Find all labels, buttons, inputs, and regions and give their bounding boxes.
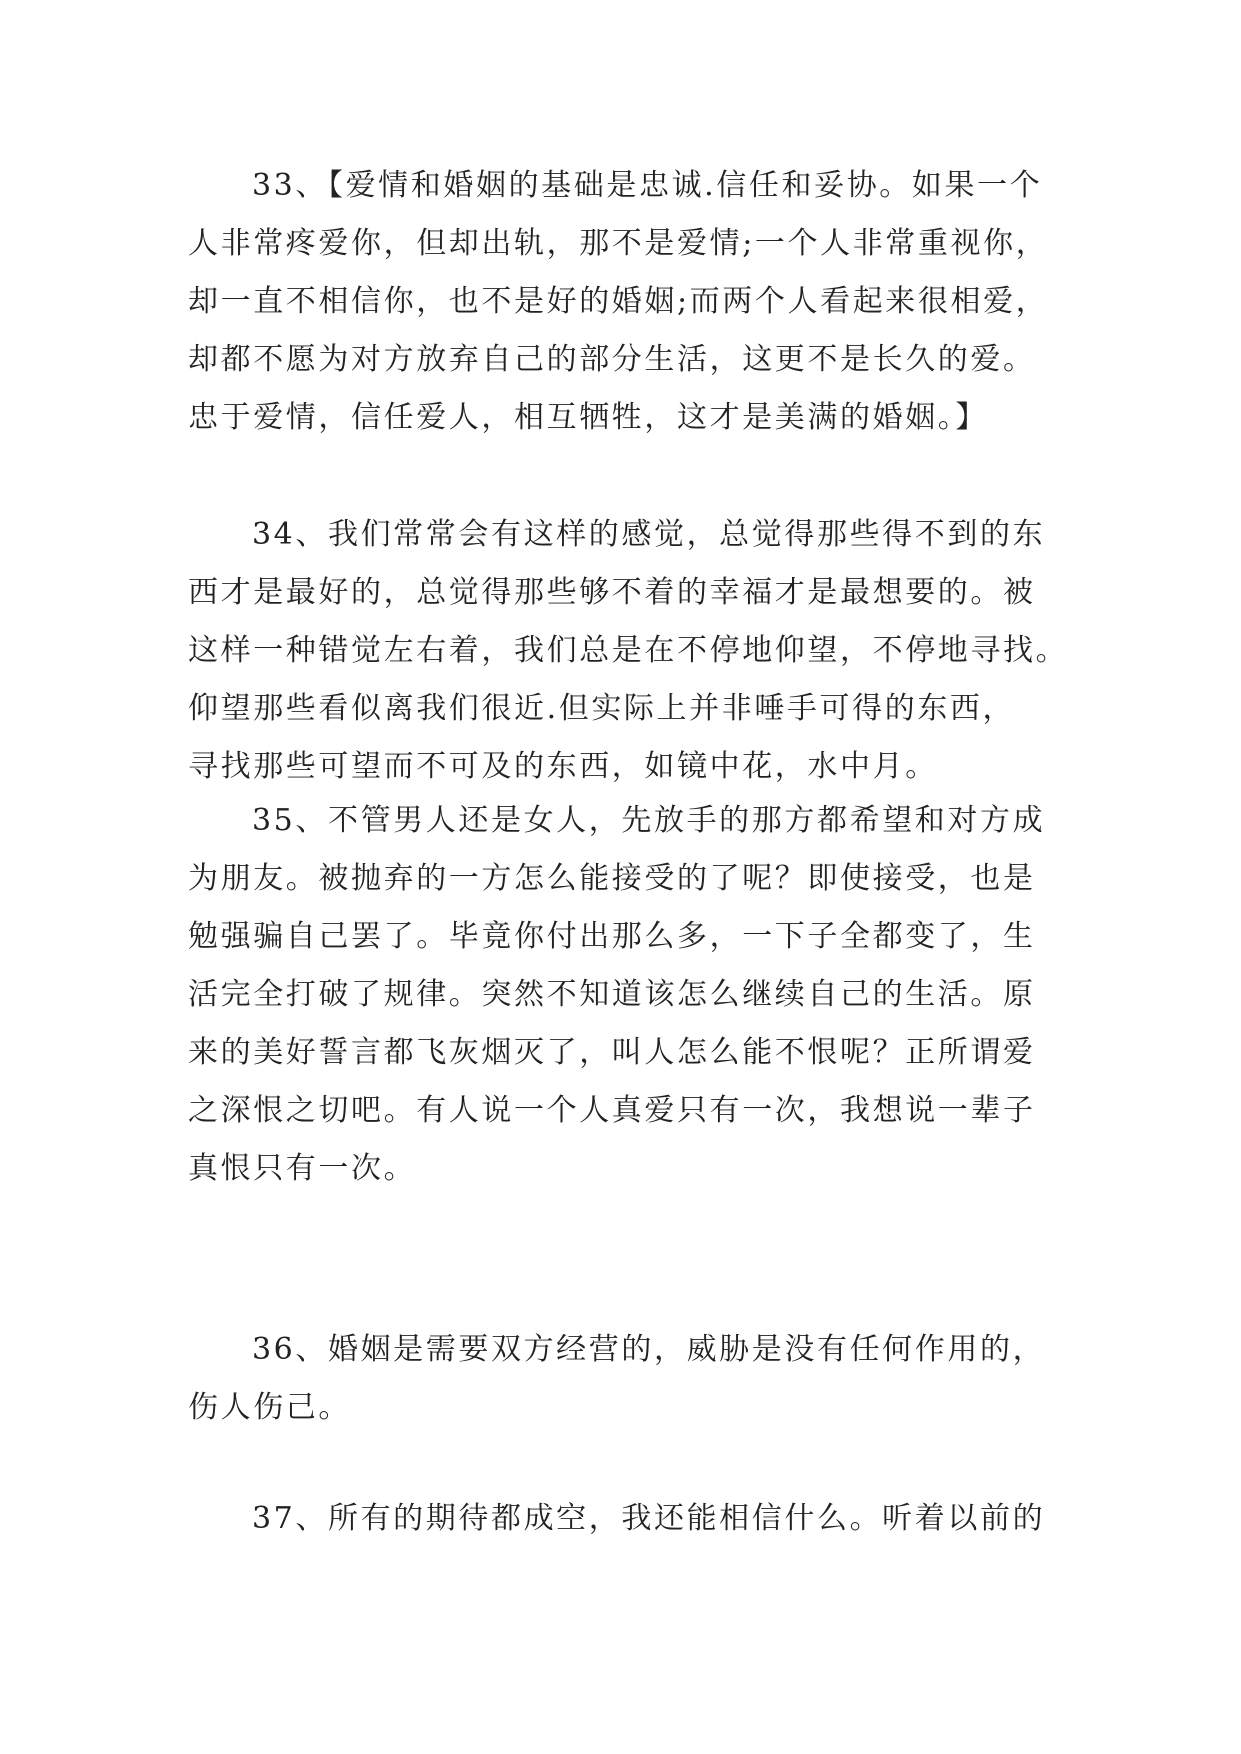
paragraph-line: 来的美好誓言都飞灰烟灭了，叫人怎么能不恨呢？正所谓爱 <box>188 1035 1036 1070</box>
paragraph-line: 却都不愿为对方放弃自己的部分生活，这更不是长久的爱。 <box>188 342 1036 377</box>
paragraph-35 <box>188 792 1068 1198</box>
paragraph-line: 伤人伤己。 <box>188 1390 351 1425</box>
paragraph-line: 之深恨之切吧。有人说一个人真爱只有一次，我想说一辈子 <box>188 1093 1036 1128</box>
paragraph-line: 勉强骗自己罢了。毕竟你付出那么多，一下子全都变了，生 <box>188 919 1036 954</box>
paragraph-line: 33、【爱情和婚姻的基础是忠诚.信任和妥协。如果一个 <box>252 168 1043 203</box>
paragraph-line: 35、不管男人还是女人，先放手的那方都希望和对方成 <box>252 803 1046 838</box>
paragraph-34 <box>188 506 1068 796</box>
paragraph-line: 这样一种错觉左右着，我们总是在不停地仰望，不停地寻找。 <box>188 633 1069 668</box>
paragraph-line: 34、我们常常会有这样的感觉，总觉得那些得不到的东 <box>252 517 1046 552</box>
paragraph-line: 真恨只有一次。 <box>188 1151 417 1186</box>
paragraph-line: 仰望那些看似离我们很近.但实际上并非唾手可得的东西， <box>188 691 1016 726</box>
paragraph-line: 忠于爱情，信任爱人，相互牺牲，这才是美满的婚姻。】 <box>188 400 988 435</box>
paragraph-33 <box>188 157 1068 447</box>
paragraph-36 <box>188 1321 1068 1437</box>
paragraph-line: 为朋友。被抛弃的一方怎么能接受的了呢？即使接受，也是 <box>188 861 1036 896</box>
paragraph-line: 36、婚姻是需要双方经营的，威胁是没有任何作用的， <box>252 1332 1046 1367</box>
paragraph-line: 活完全打破了规律。突然不知道该怎么继续自己的生活。原 <box>188 977 1036 1012</box>
paragraph-line: 37、所有的期待都成空，我还能相信什么。听着以前的 <box>252 1501 1046 1536</box>
paragraph-line: 寻找那些可望而不可及的东西，如镜中花，水中月。 <box>188 749 938 784</box>
paragraph-line: 西才是最好的，总觉得那些够不着的幸福才是最想要的。被 <box>188 575 1036 610</box>
paragraph-line: 人非常疼爱你，但却出轨，那不是爱情;一个人非常重视你， <box>188 226 1049 261</box>
paragraph-line: 却一直不相信你，也不是好的婚姻;而两个人看起来很相爱， <box>188 284 1049 319</box>
paragraph-37 <box>188 1490 1068 1548</box>
